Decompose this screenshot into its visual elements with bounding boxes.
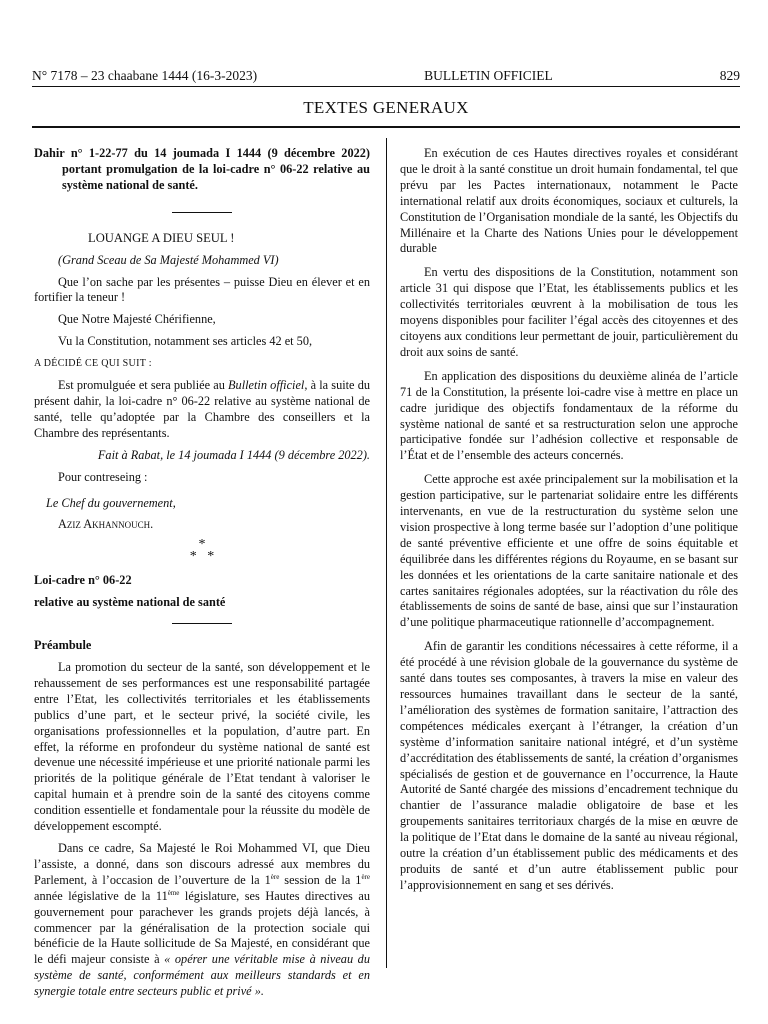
left-column xyxy=(34,146,370,1006)
short-divider-2 xyxy=(172,623,232,624)
right-paragraph-1: En exécution de ces Hautes directives royales et considérant que le droit à la santé constitue un droit humain fondamental, tel que prévu par les Pactes internationaux, notamment le Pacte international relatif aux droits économiques, sociaux et culturels, la Constitution de l’Organisation mondiale de la santé, les Objectifs du Millénaire et la Charte des Nations Unies pour le développement durable xyxy=(400,146,738,256)
right-paragraph-5: Afin de garantir les conditions nécessaires à cette réforme, il a été procédé à une révision globale de la gouvernance du système de santé dans toutes ses composantes, à travers la mise en valeur des ressources humaines travaillant dans le secteur de la santé, l’amélioration des systèmes de formation sanitaire, l’attraction des compétences médicales exerçant à l’étranger, la création d’un système d’information sanitaire national intégré, et d’un système d’accréditation des établissements de santé, la création d’organismes spécialisés de gestion et de gouvernance en l’occurrence, la Haute Autorité de Santé chargée des missions d’encadrement technique du chantier de l’assurance maladie obligatoire de base et les groupements sanitaires territoriaux chargés de la mise en œuvre de la politique de l’Etat dans le domaine de la santé au niveau régional, outre la création d’un établissement public des médicaments et des produits de santé et d’un autre établissement public pour l’approvisionnement en sang et ses dérivés. xyxy=(400,639,738,892)
majesty-line: Que Notre Majesté Chérifienne, xyxy=(58,312,216,327)
asterisk-top: * xyxy=(198,537,206,553)
right-column xyxy=(400,146,738,902)
section-title-divider xyxy=(32,126,740,128)
head-of-government: Le Chef du gouvernement, xyxy=(46,495,176,510)
promulgation-paragraph xyxy=(34,378,370,442)
preamble-p2-text-c: année législative de la 11 xyxy=(34,888,168,903)
asterisk-separator xyxy=(34,539,370,563)
countersign-line: Pour contreseing : xyxy=(58,469,148,484)
done-at-line: Fait à Rabat, le 14 joumada I 1444 (9 décembre 2022). xyxy=(97,447,370,462)
right-paragraph-2: En vertu des dispositions de la Constitution, notamment son article 31 qui dispose que l’Etat, les établissements publics et les collectivités territoriales œuvrent à la mobilisation de tous les moyens disponibles pour faciliter l’égal accès des citoyennes et des citoyens aux conditions leur permettant de jouir, particulièrement du droit aux soins de santé. xyxy=(400,265,738,359)
right-paragraph-4: Cette approche est axée principalement sur la mobilisation et la gestion participative, sur le partenariat solidaire entre les différents intervenants, en vue de la restructuration du système selon une vision prospective à long terme basée sur l’adoption d’une politique de santé préventive efficiente et une offre de soins équitable et équilibrée dans les différentes régions du Royaume, en se basant sur les données et les orientations de la carte sanitaire nationale et des cartes sanitaires régionales adoptées, sur la réactivation du rôle des établissements de soins de santé de base, ainsi que sur l’instauration d’une politique pharmaceutique rationnelle d’accompagnement. xyxy=(400,472,738,630)
preamble-heading: Préambule xyxy=(34,638,92,653)
constitution-line: Vu la Constitution, notamment ses articles 42 et 50, xyxy=(58,334,313,349)
right-paragraph-3: En application des dispositions du deuxième alinéa de l’article 71 de la Constitution, la présente loi-cadre vise à mettre en place un cadre juridique des objectifs fondamentaux de la réforme du système national de santé et sa restructuration selon une approche participative fondée sur l’adhésion collective et responsable de l’État et de l’ensemble des acteurs concernés. xyxy=(400,368,738,463)
page-header xyxy=(32,68,740,84)
loi-title-subject: relative au système national de santé xyxy=(34,595,226,610)
praise-line: LOUANGE A DIEU SEUL ! xyxy=(88,230,235,245)
signatory-name: Aziz Akhannouch. xyxy=(58,517,154,532)
section-title: TEXTES GENERAUX xyxy=(303,98,469,117)
bulletin-reference: Bulletin officiel xyxy=(228,378,305,393)
header-divider xyxy=(32,86,740,87)
asterisk-pair: * * xyxy=(189,549,215,565)
superscript-2: ère xyxy=(361,872,370,881)
royal-quote: « opérer une véritable mise à niveau du système de santé, conformément aux meilleurs standards et en synergie totale entre secteurs public et privé ». xyxy=(34,952,370,999)
preamble-p2-text-d: législature, ses Hautes directives au gouvernement pour parachever les grands projets déjà lancés, à commencer par la généralisation de la protection sociale qui bénéficie de la Haute sollicitude de Sa Majesté, en considérant que le défi majeur consiste à xyxy=(34,888,370,967)
opening-paragraph: Que l’on sache par les présentes – puisse Dieu en élever et en fortifier la teneur ! xyxy=(34,274,370,305)
preamble-p2-text-a: Dans ce cadre, Sa Majesté le Roi Mohammed VI, que Dieu l’assiste, a donné, dans son discours adressé aux membres du Parlement, à l’occasion de l’ouverture de la 1 xyxy=(34,841,370,887)
superscript-1: ère xyxy=(270,872,280,881)
loi-title-number: Loi-cadre n° 06-22 xyxy=(34,573,132,588)
publication-name: BULLETIN OFFICIEL xyxy=(424,68,553,83)
promulgation-text-b: , à la suite du présent dahir, la loi-cadre n° 06-22 relative au système national de santé, telle qu’adoptée par la Chambre des conseillers et la Chambre des représentants. xyxy=(34,378,370,440)
column-divider xyxy=(386,138,387,968)
dahir-title: Dahir n° 1-22-77 du 14 joumada I 1444 (9 décembre 2022) portant promulgation de la loi-cadre n° 06-22 relative au système national de santé. xyxy=(34,146,370,192)
issue-reference: N° 7178 – 23 chaabane 1444 (16-3-2023) xyxy=(32,68,258,83)
promulgation-text-a: Est promulguée et sera publiée au xyxy=(58,378,229,393)
preamble-paragraph-2 xyxy=(34,841,370,1000)
decided-heading: A DÉCIDÉ CE QUI SUIT : xyxy=(34,358,152,370)
preamble-p2-text-b: session de la 1 xyxy=(279,872,362,887)
preamble-paragraph-1: La promotion du secteur de la santé, son développement et le rehaussement de ses performances est une responsabilité partagée entre l’Etat, les collectivités territoriales et les établissements publics d’une part, et le secteur privé, la société civile, les organisations professionnelles et la population, d’autre part. En effet, la réforme en profondeur du système national de santé est devenue une nécessité impérieuse et une priorité nationale parmi les priorités de la politique générale de l’Etat tendant à valoriser le capital humain et à prendre soin de la santé des citoyens comme condition essentielle et fondamentale pour la réussite du modèle de développement escompté. xyxy=(34,660,370,834)
seal-line: (Grand Sceau de Sa Majesté Mohammed VI) xyxy=(58,252,279,267)
short-divider xyxy=(172,212,232,213)
superscript-3: ème xyxy=(167,888,180,897)
page-number: 829 xyxy=(719,68,740,83)
